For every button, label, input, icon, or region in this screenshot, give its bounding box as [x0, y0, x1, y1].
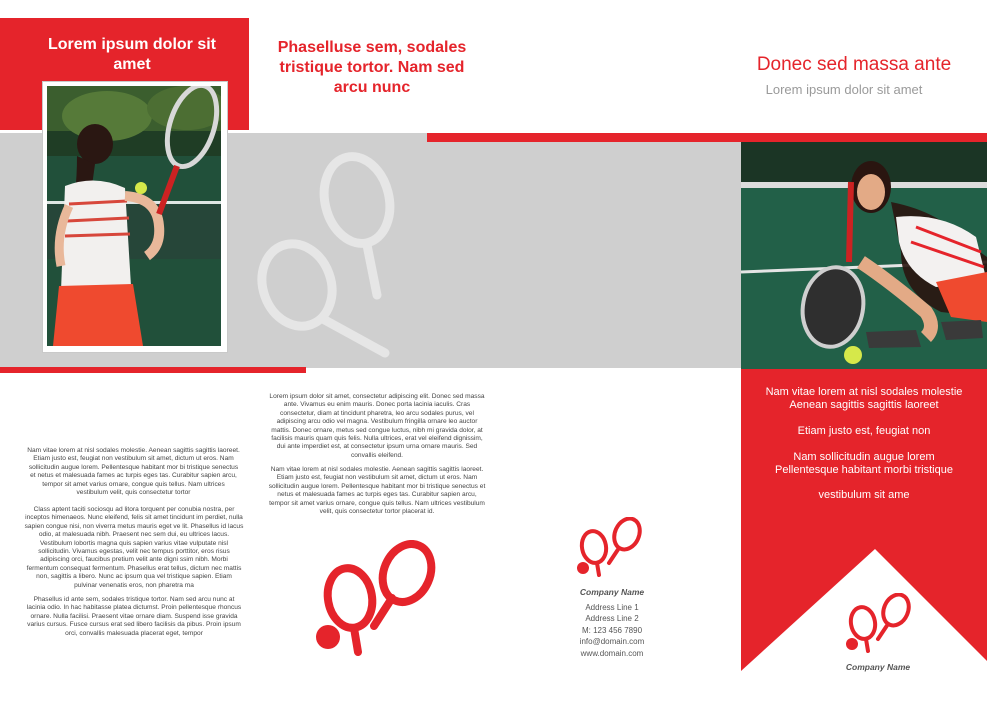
- panel3-line-5: Pellentesque habitant morbi tristique: [775, 464, 953, 476]
- panel3-company-name: Company Name: [845, 662, 911, 672]
- contact-phone: M: 123 456 7890: [581, 626, 643, 635]
- panel1-paragraph-1: Nam vitae lorem at nisl sodales molestie. Aenean sagittis sagittis laoreet. Etiam justo est, feugiat non vestibulum sit amet, dictum ut eros. Nam sollicitudin augue lorem. Pellentesque habitant mor bi tristique senectus et netus et malesuada fames ac turpis eges tas. Curabitur sapien arcu, tempor sit amet varius ornare, congue quis tellus. Nam ultrices vestibulum velit, quis consectetur tortor: [27, 447, 240, 497]
- panel3-line-4: Nam sollicitudin augue lorem: [793, 451, 935, 463]
- tennis-racket-icon: [574, 517, 646, 581]
- contact-address-line-2: Address Line 2: [585, 614, 639, 623]
- racket-watermark: [245, 145, 415, 365]
- panel1-header-strip: [0, 18, 27, 130]
- red-divider-top: [427, 133, 987, 142]
- contact-email: info@domain.com: [579, 637, 645, 646]
- tennis-racket-icon: [843, 593, 915, 657]
- panel3-title: Donec sed massa ante: [756, 54, 952, 75]
- tennis-racket-icon: [312, 540, 442, 662]
- red-divider-left: [0, 367, 306, 373]
- panel2-title: Phaselluse sem, sodales tristique tortor. Nam sed arcu nunc: [277, 39, 467, 96]
- panel3-line-2: Aenean sagittis sagittis laoreet: [789, 399, 939, 411]
- panel2-paragraph-1: Lorem ipsum dolor sit amet, consectetur adipiscing elit. Donec sed massa ante. Vivamus eu enim mauris. Donec porta lacinia iaculis. Cras consectetur, diam at tincidunt pharetra, leo arcu sodales purus, vel adipiscing arcu odio vel magna. Vestibulum fringilla ornare leo auctor mattis. Donec ornare, metus sed congue luctus, nibh mi gravida dolor, at facilisis mauris quam quis felis. Nulla ultrices, erat vel eleifend dignissim, dui ante imperdiet est, at consectetur ipsum urna ornare mauris. Sed convallis eleifend.: [269, 393, 485, 459]
- tennis-ball-icon: [316, 625, 340, 649]
- contact-address-line-1: Address Line 1: [585, 603, 639, 612]
- contact-company-name: Company Name: [579, 587, 645, 597]
- contact-website: www.domain.com: [580, 649, 644, 658]
- panel1-title: Lorem ipsum dolor sit amet: [47, 36, 216, 73]
- panel1-paragraph-3: Phasellus id ante sem, sodales tristique tortor. Nam sed arcu nunc at lacinia odio. In hac habitasse platea dictumst. Proin pellentesque rhoncus ornare. Nulla facilisi. Praesent vitae ornare diam. Suspend isse gravida varius cursus. Fusce cursus erat sed libero facilisis da pibus. Proin ipsum orci, convallis malesuada placerat eget, tempor: [26, 596, 242, 637]
- panel3-line-6: vestibulum sit ame: [818, 489, 910, 501]
- panel1-paragraph-2: Class aptent taciti sociosqu ad litora torquent per conubia nostra, per inceptos himenaeos. Nunc eleifend, felis sit amet tincidunt im perdiet, nulla sapien congue nisi, non viverra metus mauris eget ve lit. Phasellus id lacus odio, at malesuada nibh. Praesent nec sem dui, eu ultrices lacus. Vestibulum lobortis magna quis sapien varius vitae vulputate nisl sollicitudin. Vivamus egestas, velit nec tempus porttitor, eros risus adipiscing orci, faucibus pretium velit ante digni ssim nibh. Morbi fermentum consequat fermentum. Phasellus erat tellus, dictum nec mattis non, sagittis a libero. Nunc ac ipsum qua vel tristique sapien. Etiam pulvinar venenatis eros, non pharetra ma: [24, 506, 244, 589]
- panel3-line-3: Etiam justo est, feugiat non: [797, 425, 931, 437]
- panel2-paragraph-2: Nam vitae lorem at nisl sodales molestie. Aenean sagittis sagittis laoreet. Etiam justo est, feugiat non vestibulum sit amet, dictum ut eros. Nam sollicitudin augue lorem. Pellentesque habitant mor bi tristique senectus et netus et malesuada fames ac turpis eges tas. Curabitur sapien arcu, tempor sit amet varius ornare, congue quis tellus. Nam ultrices vestibulum velit, quis consectetur tortor placerat id.: [268, 466, 486, 516]
- photo-player-back: [47, 86, 221, 346]
- panel3-subtitle: Lorem ipsum dolor sit amet: [765, 82, 923, 97]
- panel3-line-1: Nam vitae lorem at nisl sodales molestie: [765, 386, 963, 398]
- photo-player-crouching: [741, 142, 987, 369]
